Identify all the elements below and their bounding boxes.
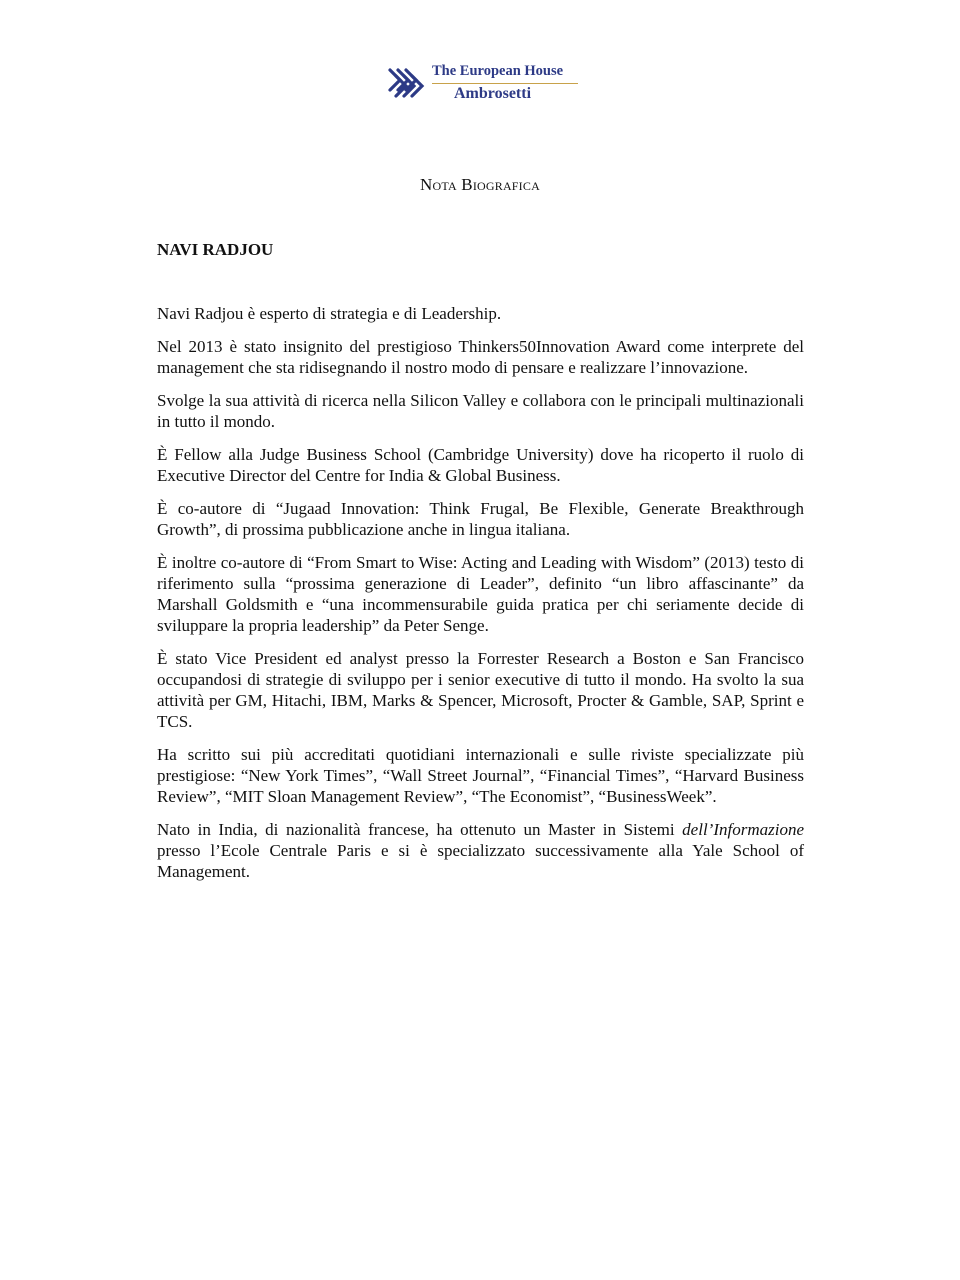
header-logo	[386, 62, 586, 106]
bio-text-segment: Nato in India, di nazionalità francese, ha ottenuto un Master in Sistemi	[157, 820, 683, 839]
biography-body	[157, 303, 804, 894]
bio-paragraph: Navi Radjou è esperto di strategia e di Leadership.	[157, 304, 502, 323]
document-title: Nota Biografica	[420, 175, 540, 194]
logo-line2: Ambrosetti	[454, 85, 532, 102]
person-name: NAVI RADJOU	[157, 240, 274, 259]
bio-paragraph: Svolge la sua attività di ricerca nella Silicon Valley e collabora con le principali multinazionali in tutto il mondo.	[157, 391, 804, 431]
bio-paragraph: È Fellow alla Judge Business School (Cambridge University) dove ha ricoperto il ruolo di Executive Director del Centre for India & Global Business.	[157, 445, 804, 485]
logo-divider	[432, 83, 578, 84]
bio-paragraph: È co-autore di “Jugaad Innovation: Think Frugal, Be Flexible, Generate Breakthrough Growth”, di prossima pubblicazione anche in lingua italiana.	[157, 499, 804, 539]
bio-paragraph: Ha scritto sui più accreditati quotidiani internazionali e sulle riviste specializzate più prestigiose: “New York Times”, “Wall Street Journal”, “Financial Times”, “Harvard Business Review”, “MIT Sloan Management Review”, “The Economist”, “BusinessWeek”.	[157, 745, 804, 806]
bio-paragraph: È stato Vice President ed analyst presso la Forrester Research a Boston e San Francisco occupandosi di strategie di sviluppo per i senior executive di tutto il mondo. Ha svolto la sua attività per GM, Hitachi, IBM, Marks & Spencer, Microsoft, Procter & Gamble, SAP, Sprint e TCS.	[157, 649, 804, 731]
ambrosetti-logo-icon	[386, 64, 426, 102]
bio-paragraph-last	[157, 819, 804, 882]
bio-text-segment: presso l’Ecole Centrale Paris e si è specializzato successivamente alla Yale School of Management.	[157, 841, 804, 881]
bio-paragraph: È inoltre co-autore di “From Smart to Wise: Acting and Leading with Wisdom” (2013) testo di riferimento sulla “prossima generazione di Leader”, definito “un libro affascinante” da Marshall Goldsmith e “una incommensurabile guida pratica per chi seriamente decide di sviluppare la propria leadership” da Peter Senge.	[157, 553, 804, 635]
bio-paragraph: Nel 2013 è stato insignito del prestigioso Thinkers50Innovation Award come interprete del management che sta ridisegnando il nostro modo di pensare e realizzare l’innovazione.	[157, 337, 804, 377]
logo-line1: The European House	[432, 63, 564, 79]
bio-italic-segment: dell’Informazione	[682, 820, 804, 839]
